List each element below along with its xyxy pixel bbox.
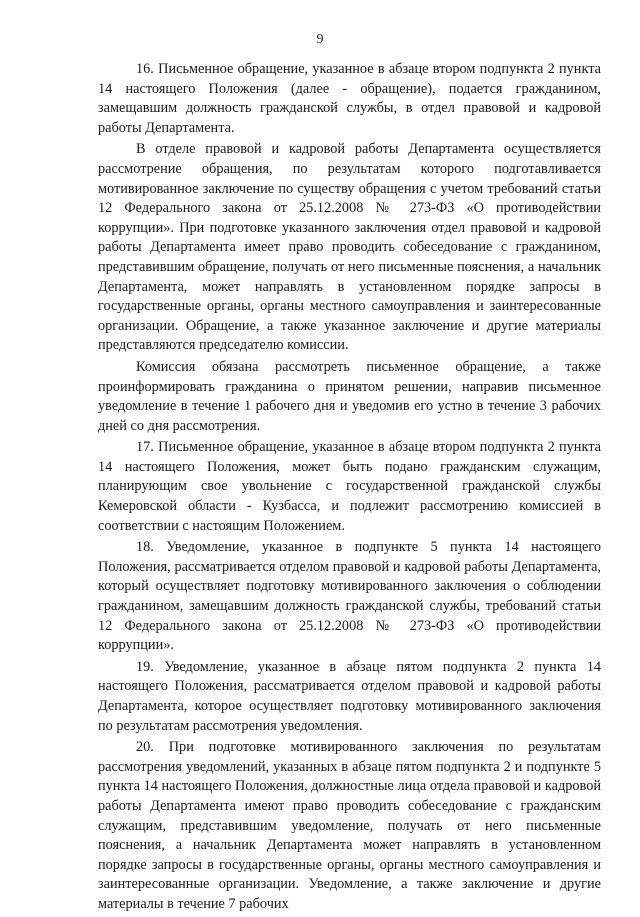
- paragraph-16-review: В отделе правовой и кадровой работы Департамента осуществляется рассмотрение обращения, по результатам которого подготавливается мотивированное заключение по существу обращения с учетом требований статьи 12 Федерального закона от 25.12.2008 № 273-ФЗ «О противодействии коррупции». При подготовке указанного заключения отдел правовой и кадровой работы Департамента имеет право проводить собеседование с гражданином, представившим обращение, получать от него письменные пояснения, а начальник Департамента, может направлять в установленном порядке запросы в государственные органы, органы местного самоуправления и заинтересованные организации. Обращение, а также указанное заключение и другие материалы представляются председателю комиссии.: [98, 141, 601, 354]
- paragraph-16-commission: Комиссия обязана рассмотреть письменное обращение, а также проинформировать гражданина о принятом решении, направив письменное уведомление в течение 1 рабочего дня и уведомив его устно в течение 3 рабочих дней со дня рассмотрения.: [98, 358, 601, 434]
- page-number: 9: [316, 32, 324, 47]
- document-body: [98, 60, 601, 917]
- paragraph-17: 17. Письменное обращение, указанное в абзаце втором подпункта 2 пункта 14 настоящего Положения, может быть подано гражданским служащим, планирующим свое увольнение с государственной гражданской службы Кемеровской области - Кузбасса, и подлежит рассмотрению комиссией в соответствии с настоящим Положением.: [98, 439, 601, 534]
- paragraph-18: 18. Уведомление, указанное в подпункте 5 пункта 14 настоящего Положения, рассматривается отделом правовой и кадровой работы Департамента, который осуществляет подготовку мотивированного заключения о соблюдении гражданином, замещавшим должность гражданской службы, требований статьи 12 Федерального закона от 25.12.2008 № 273-ФЗ «О противодействии коррупции».: [98, 539, 601, 654]
- paragraph-19: 19. Уведомление, указанное в абзаце пятом подпункта 2 пункта 14 настоящего Положения, рассматривается отделом правовой и кадровой работы Департамента, которое осуществляет подготовку мотивированного заключения по результатам рассмотрения уведомления.: [98, 658, 601, 734]
- paragraph-20: 20. При подготовке мотивированного заключения по результатам рассмотрения уведомлений, указанных в абзаце пятом подпункта 2 и подпункте 5 пункта 14 настоящего Положения, должностные лица отдела правовой и кадровой работы Департамента имеют право проводить собеседование с гражданским служащим, представившим уведомление, получать от него письменные пояснения, а начальник Департамента может направлять в установленном порядке запросы в государственные органы, органы местного самоуправления и заинтересованные организации. Уведомление, а также заключение и другие материалы в течение 7 рабочих: [98, 739, 601, 912]
- paragraph-16: 16. Письменное обращение, указанное в абзаце втором подпункта 2 пункта 14 настоящего Положения (далее - обращение), подается гражданином, замещавшим должность гражданской службы, в отдел правовой и кадровой работы Департамента.: [98, 61, 601, 136]
